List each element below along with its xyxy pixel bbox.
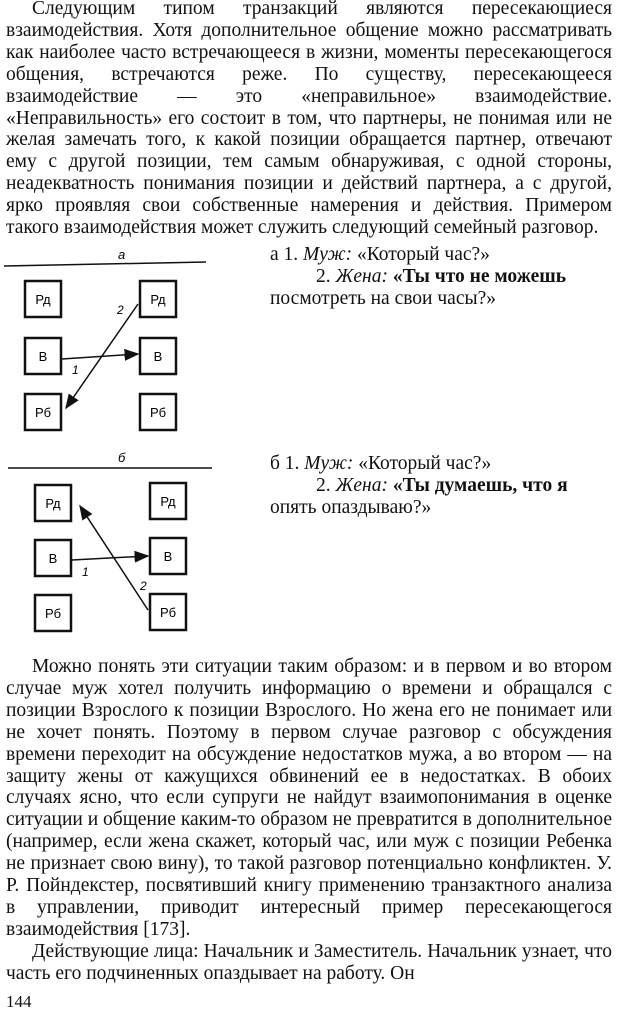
diagram-b-left-rd: Рд [45,496,61,511]
dialog-b-text2b: опять опаздываю?» [270,496,432,518]
diagram-b-right-v: В [163,549,173,564]
dialog-b-text2a: «Ты думаешь, что я [392,474,568,496]
dialog-a-line1 [270,244,615,266]
dialog-a-prefix1: а 1. [270,244,299,265]
diagram-b [0,450,270,654]
diagram-a-arrow-2 [66,304,138,408]
diagram-a-left-v: В [38,349,48,364]
diagram-b-right-rb: Рб [159,605,177,620]
paragraph-intro: Следующим типом транзакций являются пересекающиеся взаимодействия. Хотя дополнительное общение можно рассматривать как наиболее часто встречающееся в жизни, моменты пересекающегося общения, встречаются реже. По существу, пересекающееся взаимодействие — это «неправильное» взаимодействие. «Неправильность» его состоит в том, что партнеры, не понимая или не желая замечать того, к какой позиции обращается партнер, отвечают ему с другой позиции, тем самым обнаруживая, с одной стороны, неадекватность понимания позиции и действий партнера, а с другой, ярко проявляя свои собственные намерения и действия. Примером такого взаимодействия может служить следующий семейный разговор. [6,0,612,239]
diagram-b-arrow-2-label: 2 [140,579,147,593]
diagram-b-arrow-1-label: 1 [82,565,89,579]
diagram-a-right-v: В [153,349,163,364]
dialog-b-speaker1: Муж: [304,453,354,474]
dialog-a-prefix2: 2. [316,265,331,287]
diagram-b-right-column [150,483,186,630]
diagram-a-right-rb: Рб [149,405,167,420]
diagram-a-left-rd: Рд [35,292,51,307]
diagram-a-left-rb: Рб [34,405,52,420]
dialog-a-text1: «Который час?» [356,244,490,265]
dialog-a-text2b: посмотреть на свои часы?» [270,287,496,309]
paragraph-next: Действующие лица: Начальник и Заместитель. Начальник узнает, что часть его подчиненных опаздывает на работу. Он [6,941,612,984]
dialog-a [270,244,615,310]
diagram-a-arrow-2-label: 2 [117,303,124,317]
diagram-a-svg [0,248,270,448]
dialog-b-prefix1: б 1. [270,453,300,474]
diagram-a-right-rd: Рд [150,292,166,307]
dialog-a-speaker2: Жена: [335,265,388,287]
diagram-a-arrow-1-label: 1 [72,363,79,377]
diagram-a-left-column [25,281,61,430]
dialog-b-prefix2: 2. [316,474,331,496]
paragraph-analysis: Можно понять эти ситуации таким образом: и в первом и во втором случае муж хотел получить информацию о времени и обращался с позиции Взрослого к позиции Взрослого. Но жена его не понимает или не хочет понять. Поэтому в первом случае разговор с обсуждения времени переходит на обсуждение недостатков мужа, а во втором — на защиту жены от кажущихся обвинений ее в недостатках. В обоих случаях ясно, что если супруги не найдут взаимопонимания в оценке ситуации и общение каким-то образом не превратится в дополнительное (например, если жена скажет, который час, или муж с позиции Ребенка не признает свою вину), то такой разговор потенциально конфликтен. У. Р. Пойндекстер, посвятивший книгу применению транзактного анализа в управлении, приводит интересный пример пересекающегося взаимодействия [173]. [6,656,612,940]
diagram-b-left-v: В [48,551,58,566]
diagram-a-right-column [140,281,176,430]
diagram-b-label: б [118,450,126,465]
diagram-b-left-rb: Рб [44,606,62,621]
dialog-a-speaker1: Муж: [303,244,353,265]
dialog-b-line2 [270,475,615,497]
dialog-b-speaker2: Жена: [335,474,388,496]
dialog-a-line2 [270,266,615,288]
dialog-b-text1: «Который час?» [358,453,492,474]
dialog-b [270,453,615,519]
diagram-a [0,248,270,452]
diagram-a-rule [4,262,206,266]
dialog-a-text2a: «Ты что не можешь [392,265,567,287]
diagram-b-right-rd: Рд [160,494,176,509]
diagram-b-left-column [35,485,71,631]
dialog-b-line1 [270,453,615,475]
diagram-b-arrow-2 [80,506,148,610]
diagram-b-svg [0,450,270,650]
diagram-b-arrow-1 [72,556,148,560]
page-number: 144 [6,992,32,1011]
diagram-a-label: а [118,248,126,262]
